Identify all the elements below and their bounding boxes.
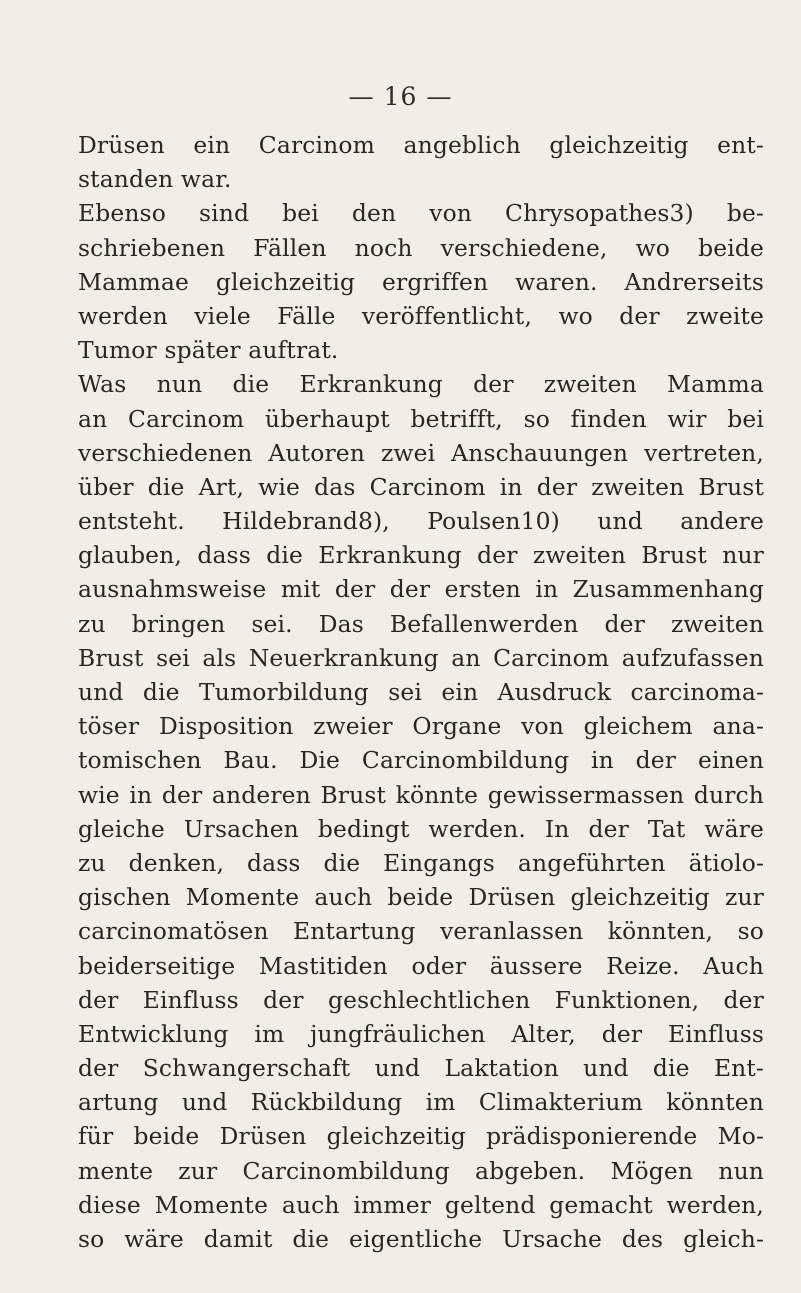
text-line: schriebenen Fällen noch verschiedene, wo beide [78,233,764,262]
text-line: der Schwangerschaft und Laktation und die Ent- [78,1054,764,1083]
text-line: Mammae gleichzeitig ergriffen waren. Andrerseits [78,267,764,296]
text-line: zu bringen sei. Das Befallenwerden der zweiten [78,609,764,638]
text-line: Tumor später auftrat. [78,336,339,365]
text-line: Drüsen ein Carcinom angeblich gleichzeitig ent- [78,131,764,159]
text-line: gleiche Ursachen bedingt werden. In der Tat wäre [78,814,764,843]
text-line: ausnahmsweise mit der der ersten in Zusammenhang [78,575,764,604]
text-line: diese Momente auch immer geltend gemacht werden, [78,1190,764,1219]
text-line: entsteht. Hildebrand8), Poulsen10) und andere [78,507,764,536]
text-line: Ebenso sind bei den von Chrysopathes3) be- [78,199,764,228]
page-number: — 16 — [348,82,453,111]
text-line: carcinomatösen Entartung veranlassen könnten, so [78,917,764,946]
text-line: so wäre damit die eigentliche Ursache des gleich- [78,1225,764,1253]
text-line: Was nun die Erkrankung der zweiten Mamma [78,370,764,399]
text-line: gischen Momente auch beide Drüsen gleichzeitig zur [78,883,764,912]
text-line: an Carcinom überhaupt betrifft, so finden wir bei [78,404,764,433]
text-line: Entwicklung im jungfräulichen Alter, der Einfluss [78,1019,764,1048]
text-line: der Einfluss der geschlechtlichen Funktionen, der [78,985,764,1014]
text-line: tomischen Bau. Die Carcinombildung in der einen [78,746,764,775]
text-line: über die Art, wie das Carcinom in der zweiten Brust [78,472,764,501]
text-line: beiderseitige Mastitiden oder äussere Reize. Auch [78,951,764,980]
text-line: und die Tumorbildung sei ein Ausdruck carcinoma- [78,678,764,706]
text-line: verschiedenen Autoren zwei Anschauungen vertreten, [78,438,764,467]
text-line: Brust sei als Neuerkrankung an Carcinom aufzufassen [78,643,764,672]
text-line: standen war. [78,165,232,194]
text-line: werden viele Fälle veröffentlicht, wo der zweite [78,301,764,330]
text-line: für beide Drüsen gleichzeitig prädisponierende Mo- [78,1122,764,1151]
text-line: glauben, dass die Erkrankung der zweiten Brust nur [78,541,764,570]
text-line: zu denken, dass die Eingangs angeführten ätiolo- [78,848,764,877]
text-line: wie in der anderen Brust könnte gewissermassen durch [78,780,764,809]
text-line: töser Disposition zweier Organe von gleichem ana- [78,712,764,741]
text-line: artung und Rückbildung im Climakterium könnten [78,1088,764,1117]
body-text [78,128,764,1256]
text-line: mente zur Carcinombildung abgeben. Mögen nun [78,1156,764,1185]
